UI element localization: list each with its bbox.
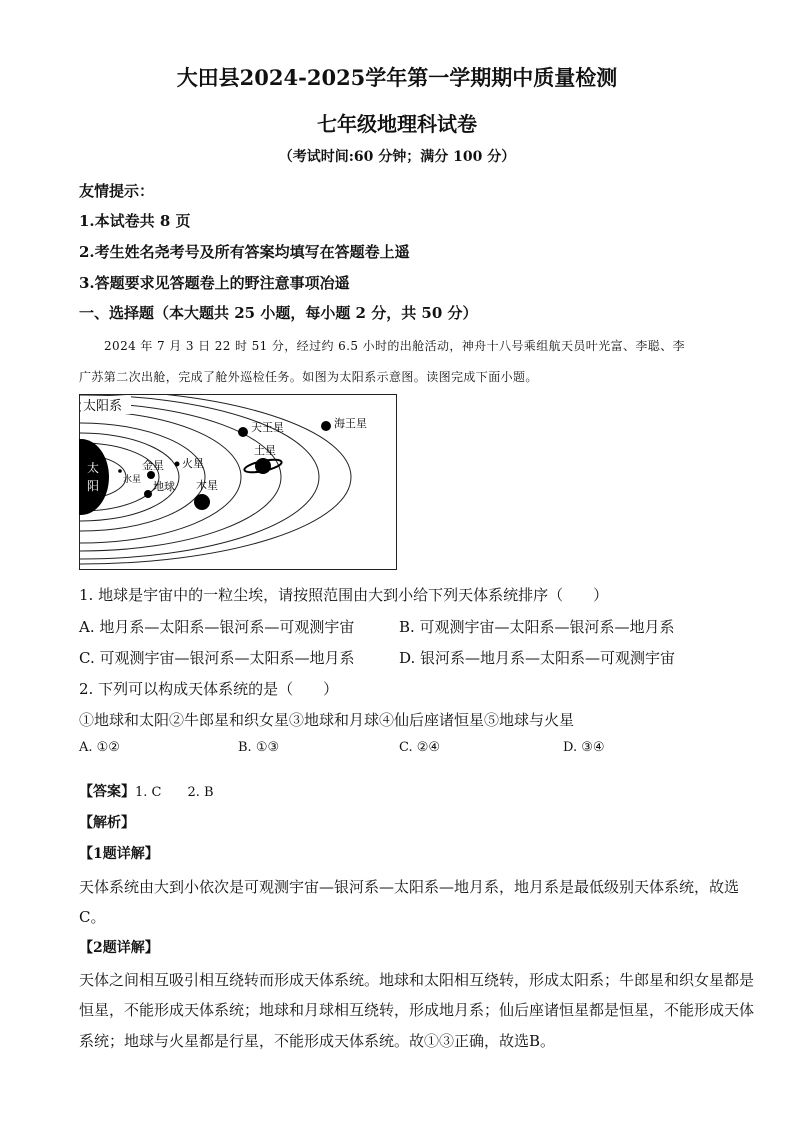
sun-label: 阳: [86, 479, 100, 493]
planet-earth: [144, 490, 152, 498]
detail-2-text: 天体之间相互吸引相互绕转而形成天体系统。地球和太阳相互绕转，形成太阳系；牛郎星和织女星都是: [79, 971, 755, 989]
detail-1-label: 【1题详解】: [79, 846, 159, 862]
exam-info: （考试时间:60 分钟；满分 100 分）: [278, 149, 516, 165]
planet-mercury: [118, 469, 122, 473]
option-c[interactable]: C. 可观测宇宙—银河系—太阳系—地月系: [79, 649, 355, 667]
option-c[interactable]: C. ②④: [399, 740, 441, 755]
label-mercury: 水星: [123, 475, 142, 485]
option-d[interactable]: D. ③④: [563, 740, 605, 755]
question-stem: 1. 地球是宇宙中的一粒尘埃，请按照范围由大到小给下列天体系统排序（ ）: [79, 586, 609, 604]
answer-line: [79, 781, 214, 801]
tips-heading: 友情提示：: [79, 182, 155, 200]
question-statements: ①地球和太阳②牛郎星和织女星③地球和月球④仙后座诸恒星⑤地球与火星: [79, 711, 575, 729]
tip-item: 1.本试卷共 8 页: [79, 212, 191, 230]
label-earth: 地球: [153, 480, 175, 493]
label-mars: 火星: [182, 457, 204, 470]
passage-line: 广苏第二次出舱，完成了舱外巡检任务。如图为太阳系示意图。读图完成下面小题。: [79, 370, 538, 384]
exam-title: 大田县2024-2025学年第一学期期中质量检测: [176, 65, 618, 90]
option-a[interactable]: A. ①②: [79, 740, 120, 755]
option-d[interactable]: D. 银河系—地月系—太阳系—可观测宇宙: [399, 649, 676, 667]
option-a[interactable]: A. 地月系—太阳系—银河系—可观测宇宙: [79, 618, 355, 636]
detail-2-text: 系统；地球与火星都是行星，不能形成天体系统。故①③正确，故选B。: [79, 1032, 556, 1050]
answer-text: 1. C 2. B: [135, 785, 214, 800]
detail-2-label: 【2题详解】: [79, 940, 159, 956]
planet-jupiter: [194, 494, 210, 510]
detail-2-text: 恒星，不能形成天体系统；地球和月球相互绕转，形成地月系；仙后座诸恒星都是恒星，不能形成天体: [79, 1001, 755, 1019]
diagram-title: 太阳系: [83, 399, 123, 414]
answer-label: 【答案】: [79, 784, 135, 800]
label-uranus: 天王星: [251, 421, 284, 434]
section-heading: 一、选择题（本大题共 25 小题，每小题 2 分，共 50 分）: [79, 304, 478, 322]
sun-label: 太: [86, 461, 100, 475]
exam-subtitle: 七年级地理科试卷: [317, 112, 477, 136]
label-jupiter: 木星: [196, 479, 218, 492]
tip-item: 2.考生姓名尧考号及所有答案均填写在答题卷上遥: [79, 243, 410, 261]
option-b[interactable]: B. 可观测宇宙—太阳系—银河系—地月系: [399, 618, 675, 636]
planet-neptune: [321, 421, 331, 431]
label-venus: 金星: [142, 459, 164, 472]
planet-mars: [175, 462, 180, 467]
passage-line: 2024 年 7 月 3 日 22 时 51 分，经过约 6.5 小时的出舱活动，神舟十八号乘组航天员叶光富、李聪、李: [104, 339, 685, 353]
question-stem: 2. 下列可以构成天体系统的是（ ）: [79, 680, 339, 698]
label-neptune: 海王星: [334, 417, 367, 430]
planet-venus: [147, 471, 155, 479]
label-saturn: 土星: [254, 444, 276, 457]
planet-uranus: [238, 427, 248, 437]
detail-1-text: C。: [79, 908, 106, 926]
solar-system-diagram: [79, 394, 397, 570]
analysis-label: 【解析】: [79, 815, 135, 831]
detail-1-text: 天体系统由大到小依次是可观测宇宙—银河系—太阳系—地月系，地月系是最低级别天体系统，故选: [79, 878, 740, 896]
option-b[interactable]: B. ①③: [238, 740, 280, 755]
tip-item: 3.答题要求见答题卷上的野注意事项冶遥: [79, 274, 350, 292]
